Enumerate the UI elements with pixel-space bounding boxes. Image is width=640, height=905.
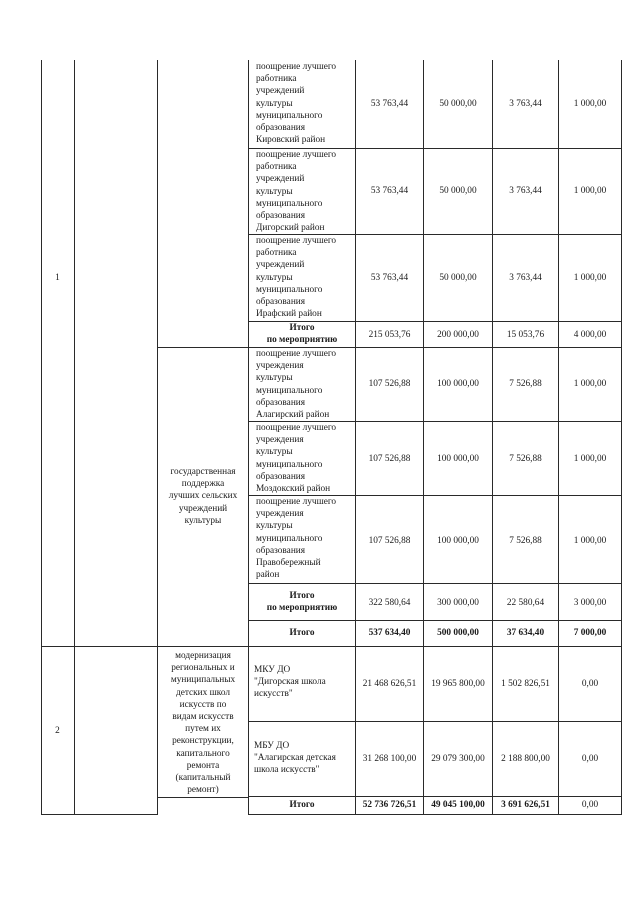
row-divider	[157, 797, 248, 798]
amount-regional: 3 763,44	[509, 186, 542, 196]
amount-regional: 2 188 800,00	[501, 754, 550, 764]
subtotal-label: Итого по мероприятию	[266, 323, 338, 346]
group-number: 1	[55, 273, 60, 283]
amount-federal: 50 000,00	[439, 99, 477, 109]
column-divider	[423, 60, 424, 815]
amount-total: 215 053,76	[368, 330, 411, 340]
amount-total: 52 736 726,51	[362, 800, 417, 810]
amount-total: 107 526,88	[368, 536, 411, 546]
event-name: поощрение лучшего работника учреждений культуры муниципального образования Дигорский район	[256, 150, 337, 234]
amount-local: 1 000,00	[573, 536, 607, 546]
amount-local: 0,00	[581, 679, 599, 689]
row-divider	[248, 796, 622, 797]
amount-regional: 1 502 826,51	[501, 679, 550, 689]
amount-total: 21 468 626,51	[362, 679, 417, 689]
amount-federal: 50 000,00	[439, 273, 477, 283]
table-border-left	[41, 60, 42, 815]
amount-regional: 22 580,64	[506, 598, 545, 608]
amount-local: 3 000,00	[573, 598, 607, 608]
amount-local: 1 000,00	[573, 379, 607, 389]
amount-total: 107 526,88	[368, 454, 411, 464]
amount-local: 0,00	[581, 800, 599, 810]
amount-regional: 3 763,44	[509, 273, 542, 283]
amount-local: 1 000,00	[573, 99, 607, 109]
row-divider	[248, 620, 622, 621]
amount-total: 322 580,64	[368, 598, 411, 608]
column-divider	[74, 60, 75, 815]
amount-local: 1 000,00	[573, 186, 607, 196]
amount-regional: 3 763,44	[509, 99, 542, 109]
event-name: поощрение лучшего учреждения культуры муниципального образования Алагирский район	[256, 349, 337, 421]
amount-federal: 50 000,00	[439, 186, 477, 196]
amount-federal: 100 000,00	[437, 379, 479, 389]
table-border-right	[621, 60, 622, 815]
row-divider	[157, 347, 622, 348]
row-divider	[41, 646, 622, 647]
amount-regional: 15 053,76	[506, 330, 545, 340]
amount-total: 31 268 100,00	[362, 754, 417, 764]
table-border-bottom	[248, 814, 622, 815]
measure-name: государственная поддержка лучших сельских учреждений культуры	[168, 467, 238, 526]
event-name: поощрение лучшего учреждения культуры муниципального образования Моздокский район	[256, 423, 337, 495]
group-number: 2	[55, 726, 60, 736]
amount-regional: 7 526,88	[509, 454, 542, 464]
amount-federal: 29 079 300,00	[431, 754, 485, 764]
table-border-bottom	[41, 814, 158, 815]
event-name: поощрение лучшего работника учреждений культуры муниципального образования Кировский район	[256, 62, 337, 146]
measure-name: модернизация региональных и муниципальных детских школ искусств по видам искусств путем их реконструкции, капитального ремонта (капитальный ремонт)	[170, 651, 236, 796]
event-name: поощрение лучшего работника учреждений культуры муниципального образования Ирафский район	[256, 236, 337, 320]
amount-federal: 500 000,00	[437, 628, 479, 638]
total-label: Итого	[289, 800, 315, 810]
amount-regional: 7 526,88	[509, 379, 542, 389]
institution-name: МКУ ДО "Дигорская школа искусств"	[254, 665, 326, 700]
amount-federal: 49 045 100,00	[431, 800, 485, 810]
amount-federal: 300 000,00	[437, 598, 479, 608]
column-divider	[355, 60, 356, 815]
amount-federal: 19 965 800,00	[431, 679, 485, 689]
amount-total: 53 763,44	[370, 99, 409, 109]
row-divider	[248, 721, 622, 722]
event-name: поощрение лучшего учреждения культуры муниципального образования Правобережный район	[256, 497, 337, 581]
amount-local: 7 000,00	[573, 628, 607, 638]
amount-federal: 100 000,00	[437, 454, 479, 464]
amount-regional: 37 634,40	[506, 628, 545, 638]
amount-local: 4 000,00	[573, 330, 607, 340]
amount-regional: 3 691 626,51	[501, 800, 550, 810]
amount-total: 107 526,88	[368, 379, 411, 389]
row-divider	[248, 583, 622, 584]
amount-local: 0,00	[581, 754, 599, 764]
total-label: Итого	[289, 628, 315, 638]
amount-regional: 7 526,88	[509, 536, 542, 546]
column-divider	[248, 60, 249, 815]
column-divider	[492, 60, 493, 815]
amount-local: 1 000,00	[573, 454, 607, 464]
amount-total: 53 763,44	[370, 186, 409, 196]
amount-total: 53 763,44	[370, 273, 409, 283]
subtotal-label: Итого по мероприятию	[266, 591, 338, 614]
amount-total: 537 634,40	[368, 628, 411, 638]
amount-federal: 200 000,00	[437, 330, 479, 340]
amount-local: 1 000,00	[573, 273, 607, 283]
amount-federal: 100 000,00	[437, 536, 479, 546]
institution-name: МБУ ДО "Алагирская детская школа искусств"	[254, 741, 336, 776]
column-divider	[558, 60, 559, 815]
